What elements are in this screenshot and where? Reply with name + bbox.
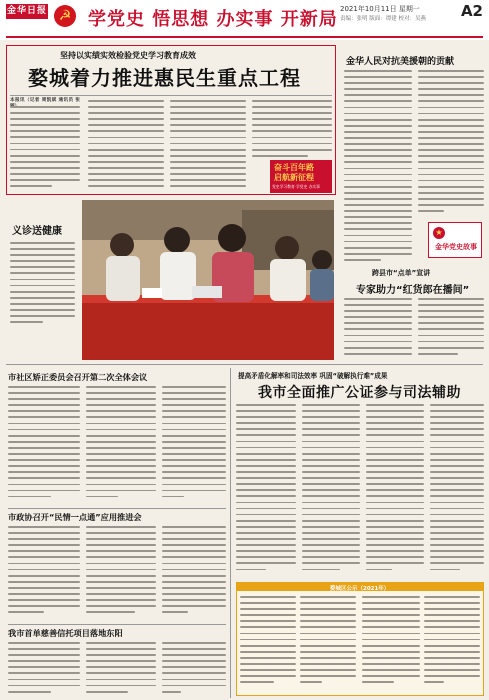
notice-col-3 xyxy=(362,596,420,694)
side-story-col-1 xyxy=(344,70,412,265)
main-bottom-col-2 xyxy=(302,404,360,580)
left-a-col-2 xyxy=(86,386,156,504)
left-b-col-2 xyxy=(86,526,156,620)
lead-byline: 本报讯（记者 周凯斌 通讯员 张 xyxy=(10,98,80,103)
party-emblem-icon: ☭ xyxy=(54,5,76,27)
section-divider xyxy=(6,364,483,365)
lanxi-col-1 xyxy=(344,298,412,360)
seal-sub: 党史学习教育·学党史 办实事 xyxy=(272,184,320,189)
seal-line-2: 启航新征程 xyxy=(274,173,314,182)
left-a-headline[interactable]: 市社区矫正委员会召开第二次全体会议 xyxy=(8,372,148,382)
main-bottom-col-1 xyxy=(236,404,296,580)
left-b-headline[interactable]: 市政协召开“民情一点通”应用推进会 xyxy=(8,512,142,522)
notice-col-1 xyxy=(240,596,296,694)
health-title: 义诊送健康 xyxy=(12,226,62,237)
lead-kicker: 坚持以实绩实效检验党史学习教育成效 xyxy=(60,51,196,60)
main-bottom-col-4 xyxy=(430,404,484,580)
left-divider-1 xyxy=(8,508,226,509)
lead-column-3 xyxy=(170,100,246,192)
side-story-headline[interactable]: 金华人民对抗美援朝的贡献 xyxy=(346,57,455,67)
editor-info: 责编：张明 版面：谭建 校对：吴燕 xyxy=(340,16,426,22)
newspaper-logo: 金华日报 xyxy=(6,4,48,19)
left-a-col-1 xyxy=(8,386,80,504)
lead-headline-divider xyxy=(10,95,332,96)
lead-headline[interactable]: 婺城着力推进惠民生重点工程 xyxy=(28,66,301,90)
left-b-col-3 xyxy=(162,526,226,620)
issue-date: 2021年10月11日 星期一 xyxy=(340,5,420,13)
party-story-tag xyxy=(428,222,482,258)
seal-line-1: 奋斗百年路 xyxy=(274,163,314,172)
masthead-slogan: 学党史 悟思想 办实事 开新局 xyxy=(88,9,338,30)
left-b-col-1 xyxy=(8,526,80,620)
page-number: A2 xyxy=(460,2,483,20)
main-bottom-headline[interactable]: 我市全面推广公证参与司法辅助 xyxy=(258,385,461,401)
left-divider-2 xyxy=(8,624,226,625)
star-icon: ★ xyxy=(433,227,445,239)
masthead xyxy=(0,0,489,40)
health-caption xyxy=(10,242,75,342)
side-story-col-2 xyxy=(418,70,484,218)
vertical-divider xyxy=(230,368,231,698)
main-bottom-kicker: 提高矛盾化解率和司法效率 巩固“破解执行难”成果 xyxy=(238,372,388,380)
campaign-seal xyxy=(270,160,332,193)
lead-column-1 xyxy=(10,106,80,192)
party-story-tag-label: 金华党史故事 xyxy=(435,243,477,251)
health-caption-text xyxy=(10,330,75,350)
left-c-col-1 xyxy=(8,642,80,696)
left-c-headline[interactable]: 我市首单慈善信托项目落地东阳 xyxy=(8,628,123,638)
left-a-col-3 xyxy=(162,386,226,504)
lanxi-col-2 xyxy=(418,298,484,360)
notice-title: 婺城区公示（2021年） xyxy=(330,586,390,592)
notice-col-4 xyxy=(424,596,480,694)
left-c-col-3 xyxy=(162,642,226,696)
health-photo[interactable] xyxy=(82,200,334,360)
left-c-col-2 xyxy=(86,642,156,696)
lead-column-4 xyxy=(252,100,332,160)
lead-column-2 xyxy=(88,100,164,192)
lanxi-headline[interactable]: 专家助力“红货郎在播间” xyxy=(356,285,470,296)
masthead-rule xyxy=(6,36,483,38)
health-photo-image xyxy=(82,200,334,360)
lanxi-kicker: 跨县市“点单”宣讲 xyxy=(372,269,431,277)
notice-col-2 xyxy=(300,596,356,694)
main-bottom-col-3 xyxy=(366,404,424,580)
